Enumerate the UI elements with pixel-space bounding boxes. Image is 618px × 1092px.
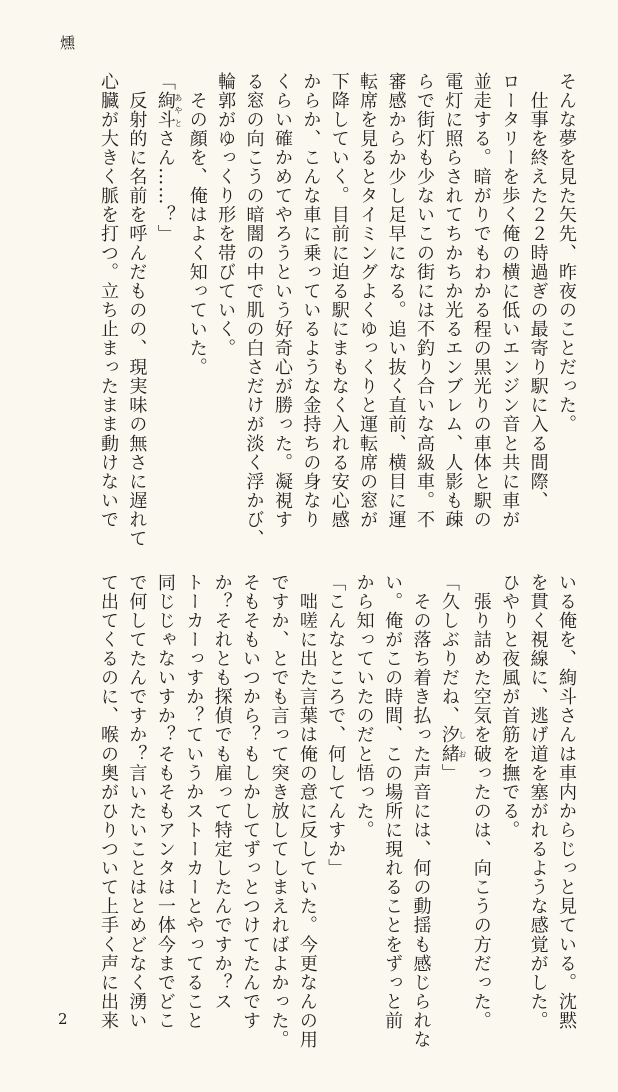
text-line: 仕事を終えた２２時過ぎの最寄り駅に入る間際、 — [527, 72, 549, 511]
dialogue-line-ayato — [150, 72, 182, 542]
text-line: 咄嗟に出た言葉は俺の意に反していた。今更なんの用 — [296, 573, 318, 1050]
dialogue-rest: 」 — [438, 763, 460, 783]
text-line: 「こんなところで、何してんすか」 — [325, 573, 347, 878]
text-line: て出てくるのに、喉の奥がひりついて上手く声に出来 — [98, 573, 119, 1031]
dialogue-open: 「久しぶりだね、 — [438, 573, 460, 726]
ruby-reading: しお — [457, 725, 467, 764]
name-with-ruby — [154, 91, 183, 130]
text-line: で何してたんですか？言いたいことはとめどなく湧い — [126, 573, 148, 1031]
text-line: 下降していく。目前に迫る駅にまもなく入れる安心感 — [328, 72, 350, 530]
text-line: 並走する。暗がりでもわかる程の黒光りの車体と駅の — [470, 72, 492, 530]
name-with-ruby — [438, 725, 467, 764]
ruby-base: 汐緒 — [438, 725, 460, 764]
text-line: ですか、とでも言って突き放してしまえればよかった。 — [268, 573, 290, 1050]
upper-text-block — [94, 72, 580, 549]
dialogue-rest: さん……？」 — [154, 129, 176, 244]
text-line: 輪郭がゆっくり形を帯びていく。 — [215, 72, 237, 358]
text-line: その落ち着き払った声音には、何の動揺も感じられな — [410, 573, 432, 1050]
text-line: 転席を見るとタイミングよくゆっくりと運転席の窓が — [357, 72, 379, 530]
page-number: 2 — [58, 1010, 68, 1028]
text-line: からか、こんな車に乗っているような金持ちの身なり — [300, 72, 322, 530]
running-title: 燻 — [60, 34, 77, 52]
text-line: そんな夢を見た矢先、昨夜のことだった。 — [556, 72, 577, 434]
text-line: 同じじゃないすか？そもそもアンタは一体今までどこ — [154, 573, 176, 1031]
text-line: 電灯に照らされてちかちか光るエンブレム、人影も疎 — [442, 72, 464, 530]
text-line: らで街灯も少ないこの街には不釣り合いな高級車。不 — [413, 72, 435, 530]
quote-open: 「 — [154, 72, 176, 92]
text-line: その顔を、俺はよく知っていた。 — [186, 72, 208, 377]
text-line: くらい確かめてやろうという好奇心が勝った。凝視す — [271, 72, 293, 530]
text-line: ロータリーを歩く俺の横に低いエンジン音と共に車が — [499, 72, 521, 530]
text-line: い。俺がこの時間、この場所に現れることをずっと前 — [382, 573, 404, 1031]
ruby-base: 絢斗 — [154, 91, 176, 130]
text-line: 審感からか少し足早になる。追い抜く直前、横目に運 — [385, 72, 407, 530]
dialogue-line-shio — [434, 573, 466, 993]
text-line: いる俺を、絢斗さんは車内からじっと見ている。沈黙 — [556, 573, 577, 1031]
text-line: トーカーっすか？ていうかストーカーとやってること — [183, 573, 205, 1031]
text-line: 張り詰めた空気を破ったのは、向こうの方だった。 — [470, 573, 492, 1031]
ruby-reading: あやと — [173, 91, 183, 130]
lower-text-block — [94, 573, 580, 1050]
text-line: から知っていたのだと悟った。 — [353, 573, 375, 840]
text-line: そもそもいつから？もしかしてずっとつけてたんです — [240, 573, 262, 1031]
text-line: ひやりと夜風が首筋を撫でる。 — [499, 573, 521, 840]
text-line: を貫く視線に、逃げ道を塞がれるような感覚がした。 — [527, 573, 549, 1031]
text-line: る窓の向こうの暗闇の中で肌の白さだけが淡く浮かび、 — [243, 72, 265, 549]
text-line: か？それとも探偵でも雇って特定したんですか？ス — [211, 573, 233, 1012]
text-line: 心臓が大きく脈を打つ。立ち止まったまま動けないで — [98, 72, 119, 530]
text-line: 反射的に名前を呼んだものの、現実味の無さに遅れて — [126, 72, 148, 549]
